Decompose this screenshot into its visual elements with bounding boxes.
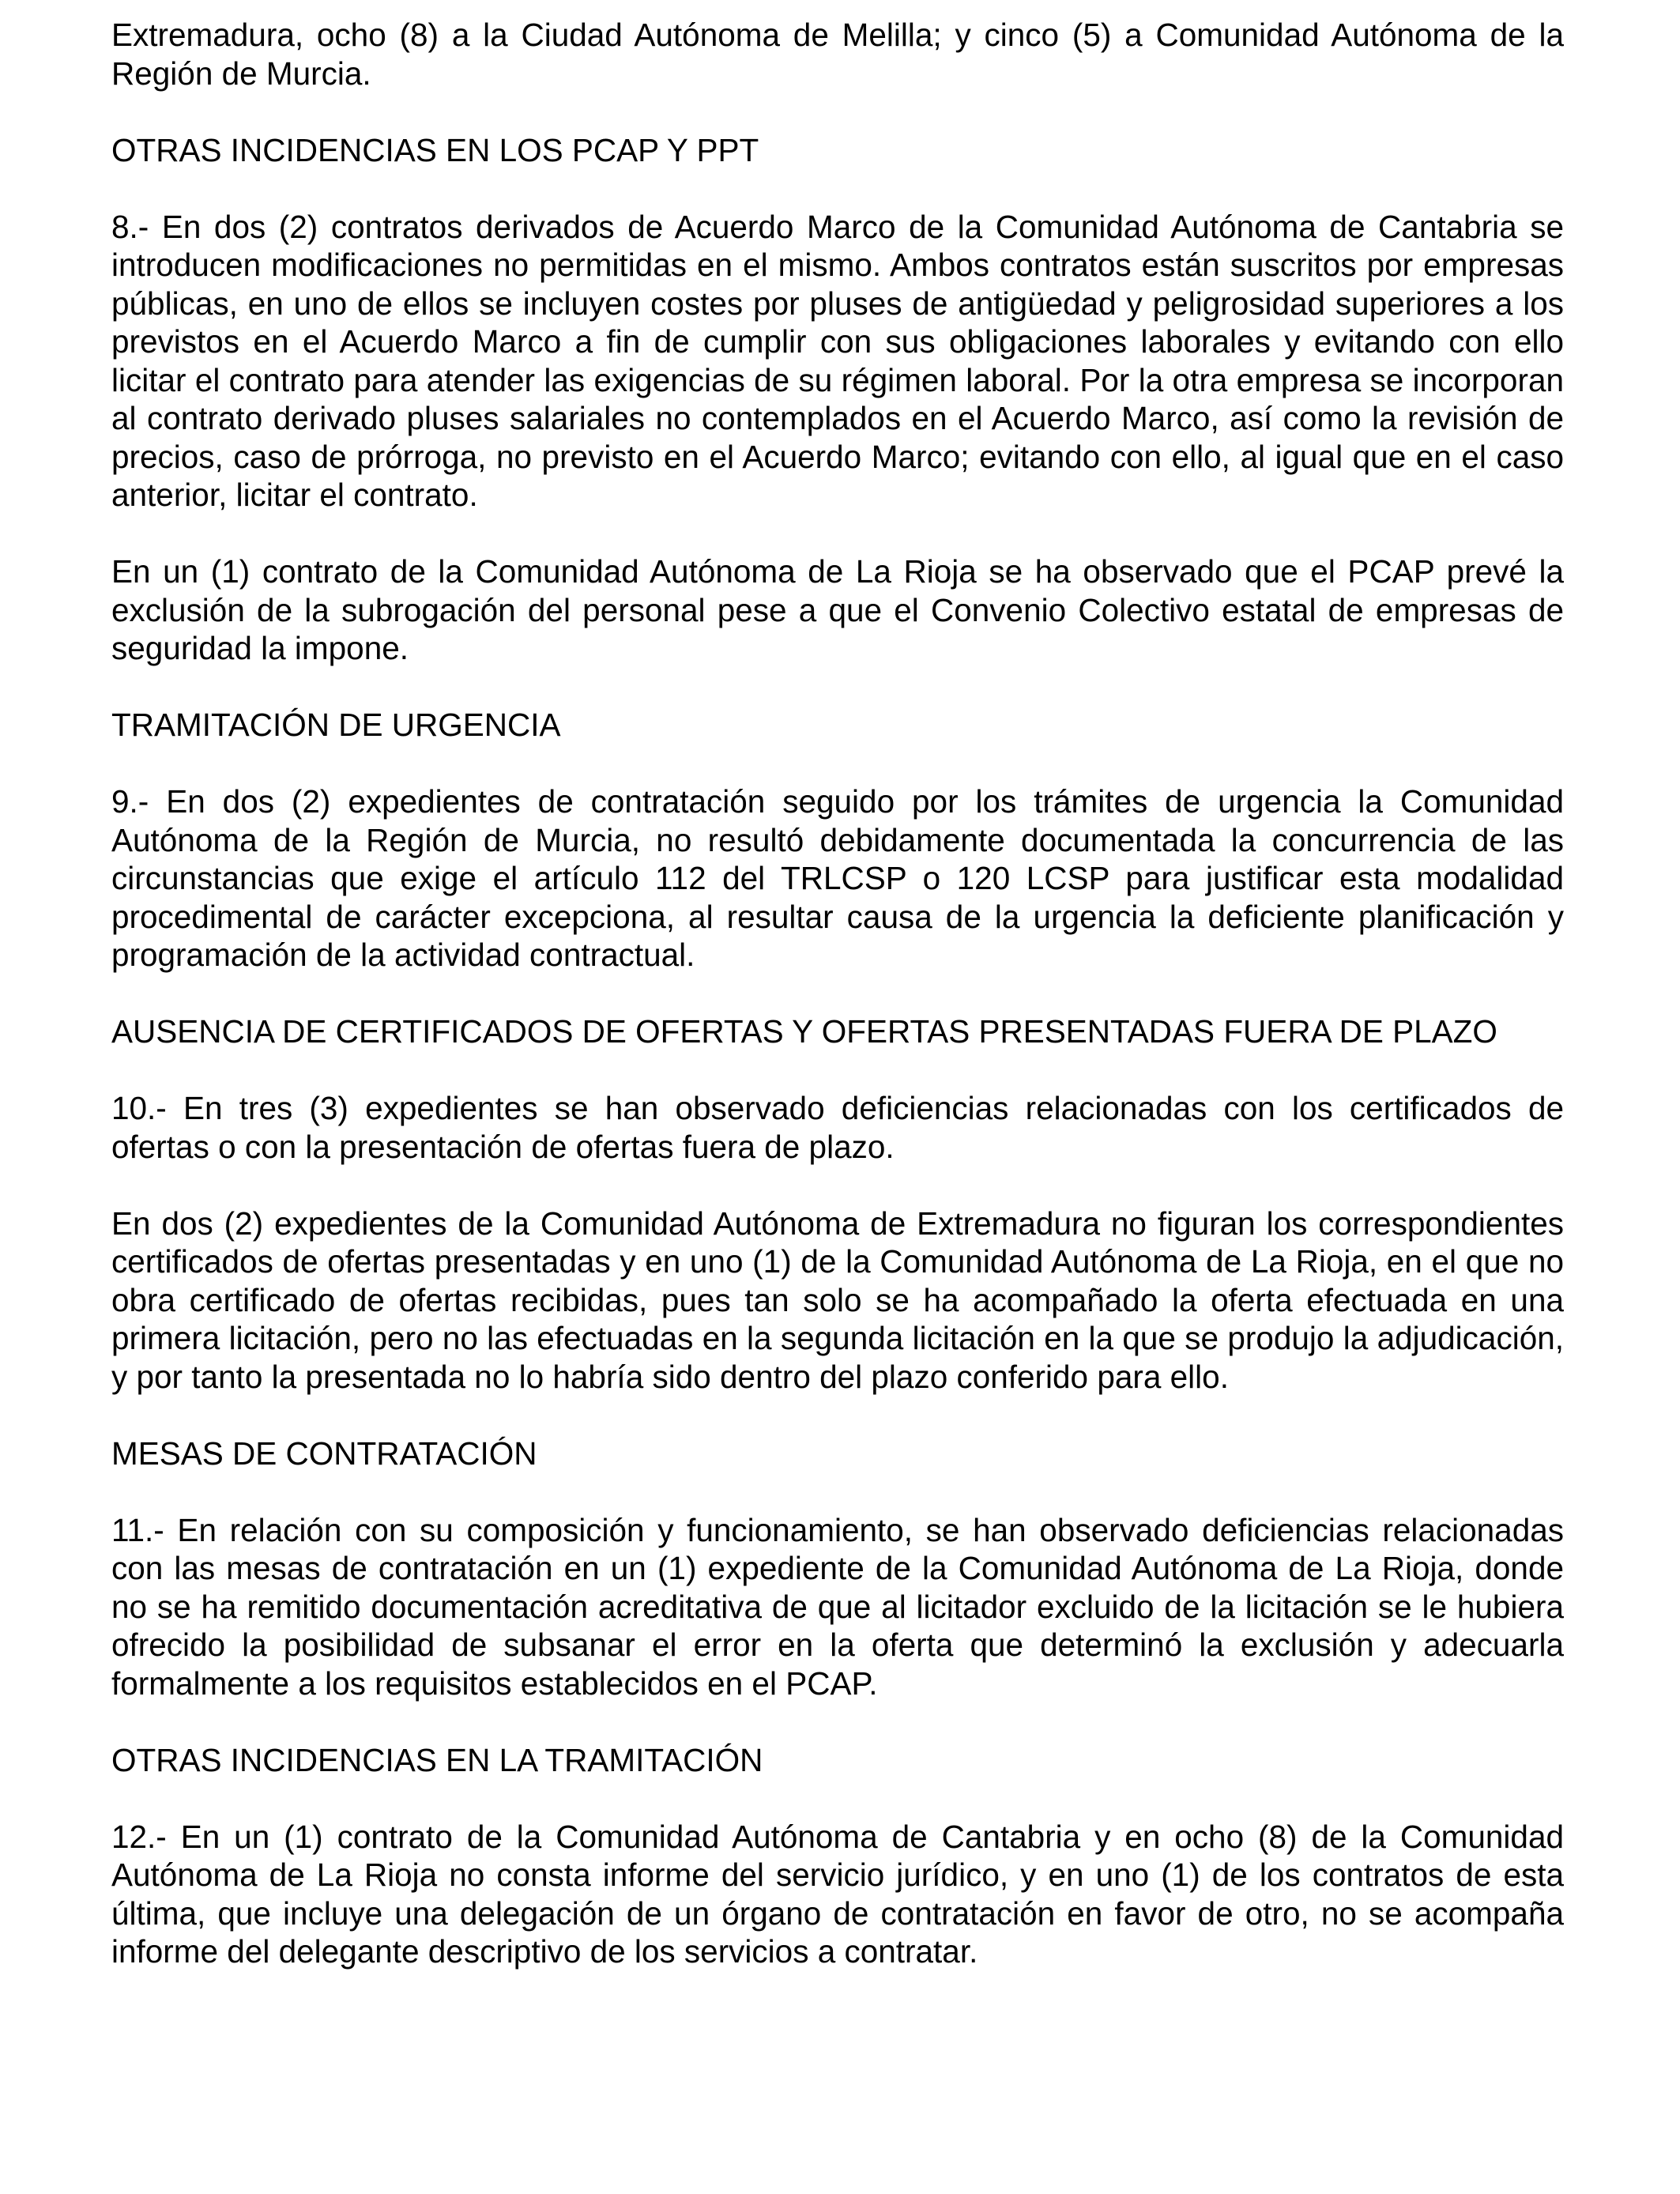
paragraph-continuation: Extremadura, ocho (8) a la Ciudad Autónoma de Melilla; y cinco (5) a Comunidad Autónoma de la Región de Murcia.	[111, 17, 1564, 92]
document-page	[111, 16, 1564, 2009]
paragraph-extremadura-certificados: En dos (2) expedientes de la Comunidad Autónoma de Extremadura no figuran los correspondientes certificados de ofertas presentadas y en uno (1) de la Comunidad Autónoma de La Rioja, en el que no obra certificado de ofertas recibidas, pues tan solo se ha acompañado la oferta efectuada en una primera licitación, pero no las efectuadas en la segunda licitación en la que se produjo la adjudicación, y por tanto la presentada no lo habría sido dentro del plazo conferido para ello.	[111, 1204, 1564, 1395]
section-heading-otras-incidencias-pcap-ppt: OTRAS INCIDENCIAS EN LOS PCAP Y PPT	[111, 131, 759, 168]
section-heading-otras-incidencias-tramitacion: OTRAS INCIDENCIAS EN LA TRAMITACIÓN	[111, 1741, 763, 1778]
paragraph-8: 8.- En dos (2) contratos derivados de Acuerdo Marco de la Comunidad Autónoma de Cantabria se introducen modificaciones no permitidas en el mismo. Ambos contratos están suscritos por empresas públicas, en uno de ellos se incluyen costes por pluses de antigüedad y peligrosidad superiores a los previstos en el Acuerdo Marco a fin de cumplir con sus obligaciones laborales y evitando con ello licitar el contrato para atender las exigencias de su régimen laboral. Por la otra empresa se incorporan al contrato derivado pluses salariales no contemplados en el Acuerdo Marco, así como la revisión de precios, caso de prórroga, no previsto en el Acuerdo Marco; evitando con ello, al igual que en el caso anterior, licitar el contrato.	[111, 208, 1564, 513]
section-heading-mesas-contratacion: MESAS DE CONTRATACIÓN	[111, 1434, 537, 1472]
paragraph-12: 12.- En un (1) contrato de la Comunidad Autónoma de Cantabria y en ocho (8) de la Comunidad Autónoma de La Rioja no consta informe del servicio jurídico, y en uno (1) de los contratos de esta última, que incluye una delegación de un órgano de contratación en favor de otro, no se acompaña informe del delegante descriptivo de los servicios a contratar.	[111, 1818, 1564, 1970]
paragraph-10: 10.- En tres (3) expedientes se han observado deficiencias relacionadas con los certificados de ofertas o con la presentación de ofertas fuera de plazo.	[111, 1090, 1564, 1165]
paragraph-la-rioja-subrogacion: En un (1) contrato de la Comunidad Autónoma de La Rioja se ha observado que el PCAP prevé la exclusión de la subrogación del personal pese a que el Convenio Colectivo estatal de empresas de seguridad la impone.	[111, 553, 1564, 666]
section-heading-ausencia-certificados: AUSENCIA DE CERTIFICADOS DE OFERTAS Y OFERTAS PRESENTADAS FUERA DE PLAZO	[111, 1013, 1497, 1050]
paragraph-11: 11.- En relación con su composición y funcionamiento, se han observado deficiencias relacionadas con las mesas de contratación en un (1) expediente de la Comunidad Autónoma de La Rioja, donde no se ha remitido documentación acreditativa de que al licitador excluido de la licitación se le hubiera ofrecido la posibilidad de subsanar el error en la oferta que determinó la exclusión y adecuarla formalmente a los requisitos establecidos en el PCAP.	[111, 1511, 1564, 1702]
section-heading-tramitacion-urgencia: TRAMITACIÓN DE URGENCIA	[111, 707, 561, 743]
paragraph-9: 9.- En dos (2) expedientes de contratación seguido por los trámites de urgencia la Comunidad Autónoma de la Región de Murcia, no resultó debidamente documentada la concurrencia de las circunstancias que exige el artículo 112 del TRLCSP o 120 LCSP para justificar esta modalidad procedimental de carácter excepciona, al resultar causa de la urgencia la deficiente planificación y programación de la actividad contractual.	[111, 783, 1564, 973]
